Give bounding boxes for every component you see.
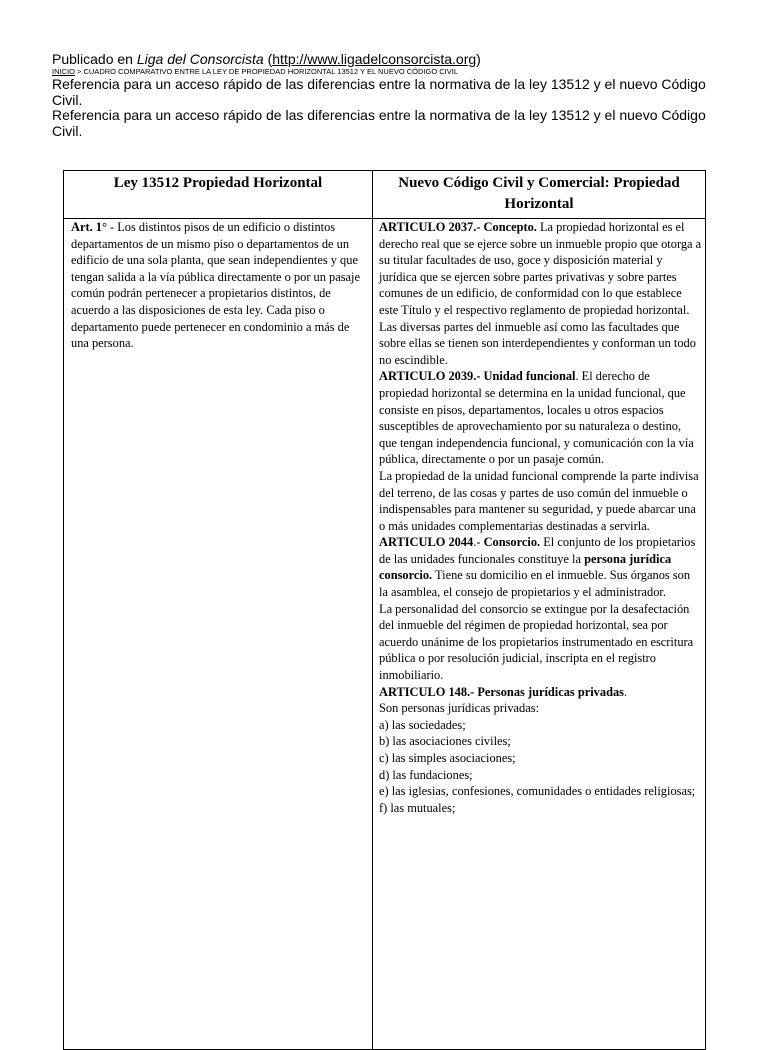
art-2044-label: ARTICULO 2044	[379, 535, 474, 550]
published-prefix: Publicado en	[52, 51, 137, 67]
list-item: b) las asociaciones civiles;	[379, 734, 511, 749]
art-2044-title: Consorcio.	[483, 535, 541, 550]
art-1-label: Art. 1°	[71, 220, 107, 234]
breadcrumb-separator: >	[74, 67, 84, 76]
paren-close: )	[476, 51, 481, 67]
breadcrumb-current: CUADRO COMPARATIVO ENTRE LA LEY DE PROPIEDAD HORIZONTAL 13512 Y EL NUEVO CÓDIGO CIVIL	[83, 67, 459, 76]
art-2037-paragraph	[379, 219, 702, 368]
summary-text-1: Referencia para un acceso rápido de las diferencias entre la normativa de la ley 13512 y el nuevo Código Civil.	[52, 76, 706, 108]
art-2044-dash: .-	[473, 535, 484, 550]
published-line	[52, 52, 732, 67]
art-1-text: - Los distintos pisos de un edificio o distintos departamentos de un mismo piso o departamentos de un edificio de una sola planta, que sean independientes y que tengan salida a la vía pública directamente o por un pasaje común podrán pertenecer a propietarios distintos, de acuerdo a las disposiciones de esta ley. Cada piso o departamento puede pertenecer en condominio a más de una persona.	[71, 220, 360, 351]
list-item: a) las sociedades;	[379, 717, 466, 732]
paren-open: (	[263, 51, 273, 67]
list-item: f) las mutuales;	[379, 800, 456, 815]
art-2039-label: ARTICULO 2039.- Unidad funcional	[379, 369, 576, 384]
nuevo-codigo-cell	[373, 219, 706, 1050]
art-2044-bold-term: persona jurídica consorcio.	[379, 551, 672, 583]
art-1-paragraph	[71, 219, 369, 352]
art-148-list	[379, 717, 702, 817]
art-2044-paragraph-2: La personalidad del consorcio se extingue por la desafectación del inmueble del régimen de propiedad horizontal, sea por acuerdo unánime de los propietarios instrumentado en escritura pública o por resolución judicial, inscripta en el registro inmobiliario.	[379, 601, 694, 683]
list-item: c) las simples asociaciones;	[379, 751, 516, 765]
table-row	[64, 219, 706, 1050]
summary-text-2: Referencia para un acceso rápido de las diferencias entre la normativa de la ley 13512 y el nuevo Código Civil.	[52, 107, 706, 139]
art-2037-label: ARTICULO 2037.- Concepto.	[379, 220, 537, 234]
breadcrumb-home-link[interactable]: INICIO	[52, 67, 75, 76]
site-url-link[interactable]: http://www.ligadelconsorcista.org	[272, 51, 477, 67]
art-2044-text: El conjunto de los propietarios de las unidades funcionales constituye la	[379, 535, 696, 566]
page-header	[52, 52, 732, 139]
header-nuevo-codigo: Nuevo Código Civil y Comercial: Propiedad Horizontal	[373, 171, 706, 219]
art-2037-text: La propiedad horizontal es el derecho real que se ejerce sobre un inmueble propio que otorga a su titular facultades de uso, goce y disposición material y jurídica que se ejercen sobre partes privativas y sobre partes comunes de un edificio, de conformidad con lo que establece este Título y el respectivo reglamento de propiedad horizontal. Las diversas partes del inmueble así como las facultades que sobre ellas se tienen son interdependientes y conforman un todo no escindible.	[379, 220, 702, 367]
comparison-table	[63, 170, 706, 1050]
art-2039-paragraph-2: La propiedad de la unidad funcional comprende la parte indivisa del terreno, de las cosas y partes de uso común del inmueble o indispensables para mantener su seguridad, y puede abarcar una o más unidades complementarias destinadas a servirla.	[379, 468, 699, 533]
table-header-row	[64, 171, 706, 219]
header-ley-13512: Ley 13512 Propiedad Horizontal	[64, 171, 373, 219]
art-2039-paragraph	[379, 368, 702, 468]
site-name: Liga del Consorcista	[136, 51, 264, 67]
art-2044-paragraph	[379, 534, 702, 600]
list-item: e) las iglesias, confesiones, comunidades o entidades religiosas;	[379, 784, 696, 799]
art-2044-text-b: Tiene su domicilio en el inmueble. Sus órganos son la asamblea, el consejo de propietarios y el administrador.	[379, 568, 691, 600]
art-148-dot: .	[623, 684, 628, 699]
art-148-label: ARTICULO 148.- Personas jurídicas privadas	[379, 684, 624, 699]
art-148-paragraph	[379, 684, 702, 701]
ley-13512-cell	[64, 219, 373, 1050]
list-item: d) las fundaciones;	[379, 767, 473, 782]
art-2039-text: . El derecho de propiedad horizontal se determina en la unidad funcional, que consiste en pisos, departamentos, locales u otros espacios susceptibles de aprovechamiento por su naturaleza o destino, que tengan independencia funcional, y comunicación con la vía pública, directamente o por un pasaje común.	[379, 369, 694, 467]
art-148-intro: Son personas jurídicas privadas:	[379, 701, 540, 716]
